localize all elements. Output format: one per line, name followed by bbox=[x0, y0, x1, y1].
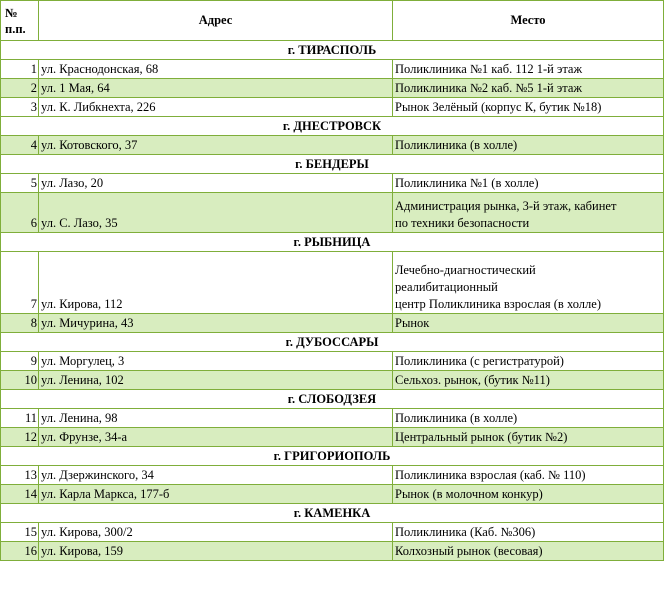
row-place-line: Поликлиника (в холле) bbox=[395, 138, 518, 152]
row-address: ул. Дзержинского, 34 bbox=[39, 466, 393, 485]
row-place-line: Рынок Зелёный (корпус К, бутик №18) bbox=[395, 100, 602, 114]
city-header-row bbox=[1, 447, 664, 466]
row-place-line: Поликлиника №2 каб. №5 1-й этаж bbox=[395, 81, 583, 95]
header-address: Адрес bbox=[39, 1, 393, 41]
table-header-row bbox=[1, 1, 664, 41]
row-number: 13 bbox=[1, 466, 39, 485]
row-place-line: Сельхоз. рынок, (бутик №11) bbox=[395, 373, 550, 387]
row-place bbox=[393, 428, 664, 447]
city-name: г. СЛОБОДЗЕЯ bbox=[1, 390, 664, 409]
table-row bbox=[1, 136, 664, 155]
row-place bbox=[393, 409, 664, 428]
row-place bbox=[393, 314, 664, 333]
row-place bbox=[393, 174, 664, 193]
row-place bbox=[393, 542, 664, 561]
row-address: ул. К. Либкнехта, 226 bbox=[39, 98, 393, 117]
row-address: ул. Мичурина, 43 bbox=[39, 314, 393, 333]
row-place bbox=[393, 252, 664, 314]
city-name: г. КАМЕНКА bbox=[1, 504, 664, 523]
row-place-line: Поликлиника №1 каб. 112 1-й этаж bbox=[395, 62, 583, 76]
row-number: 16 bbox=[1, 542, 39, 561]
row-place-line: Центральный рынок (бутик №2) bbox=[395, 430, 568, 444]
row-number: 6 bbox=[1, 193, 39, 233]
row-place-line: Поликлиника взрослая (каб. № 110) bbox=[395, 468, 586, 482]
row-address: ул. Ленина, 102 bbox=[39, 371, 393, 390]
table-row bbox=[1, 523, 664, 542]
table-row bbox=[1, 371, 664, 390]
city-header-row bbox=[1, 333, 664, 352]
row-number: 9 bbox=[1, 352, 39, 371]
row-number: 15 bbox=[1, 523, 39, 542]
row-address: ул. Карла Маркса, 177-б bbox=[39, 485, 393, 504]
city-name: г. ДНЕСТРОВСК bbox=[1, 117, 664, 136]
row-place bbox=[393, 60, 664, 79]
row-number: 11 bbox=[1, 409, 39, 428]
row-place bbox=[393, 352, 664, 371]
row-place bbox=[393, 136, 664, 155]
row-address: ул. С. Лазо, 35 bbox=[39, 193, 393, 233]
row-number: 12 bbox=[1, 428, 39, 447]
row-address: ул. Котовского, 37 bbox=[39, 136, 393, 155]
city-header-row bbox=[1, 155, 664, 174]
header-number-line2: п.п. bbox=[5, 21, 26, 36]
row-place bbox=[393, 371, 664, 390]
city-header-row bbox=[1, 41, 664, 60]
table-row bbox=[1, 193, 664, 233]
row-address: ул. Лазо, 20 bbox=[39, 174, 393, 193]
row-number: 8 bbox=[1, 314, 39, 333]
row-place-line: Поликлиника (в холле) bbox=[395, 411, 518, 425]
city-header-row bbox=[1, 390, 664, 409]
row-place-line: Рынок bbox=[395, 316, 430, 330]
row-address: ул. 1 Мая, 64 bbox=[39, 79, 393, 98]
city-name: г. ГРИГОРИОПОЛЬ bbox=[1, 447, 664, 466]
row-place bbox=[393, 523, 664, 542]
row-number: 4 bbox=[1, 136, 39, 155]
row-address: ул. Кирова, 112 bbox=[39, 252, 393, 314]
row-place-line: по техники безопасности bbox=[395, 216, 530, 230]
row-place bbox=[393, 466, 664, 485]
row-address: ул. Кирова, 159 bbox=[39, 542, 393, 561]
row-place-line: реалибитационный bbox=[395, 280, 498, 294]
row-number: 1 bbox=[1, 60, 39, 79]
row-address: ул. Моргулец, 3 bbox=[39, 352, 393, 371]
header-number-line1: № bbox=[5, 5, 18, 20]
table-row bbox=[1, 79, 664, 98]
row-place bbox=[393, 193, 664, 233]
row-address: ул. Краснодонская, 68 bbox=[39, 60, 393, 79]
header-place: Место bbox=[393, 1, 664, 41]
table-body bbox=[1, 41, 664, 561]
header-number bbox=[1, 1, 39, 41]
row-address: ул. Кирова, 300/2 bbox=[39, 523, 393, 542]
row-number: 7 bbox=[1, 252, 39, 314]
row-place-line: Рынок (в молочном конкур) bbox=[395, 487, 543, 501]
city-header-row bbox=[1, 117, 664, 136]
row-address: ул. Ленина, 98 bbox=[39, 409, 393, 428]
city-header-row bbox=[1, 233, 664, 252]
table-row bbox=[1, 466, 664, 485]
row-place-line: Лечебно-диагностический bbox=[395, 263, 536, 277]
table-row bbox=[1, 409, 664, 428]
table-row bbox=[1, 252, 664, 314]
row-place-line: Колхозный рынок (весовая) bbox=[395, 544, 543, 558]
row-number: 10 bbox=[1, 371, 39, 390]
table-row bbox=[1, 428, 664, 447]
city-name: г. ТИРАСПОЛЬ bbox=[1, 41, 664, 60]
city-header-row bbox=[1, 504, 664, 523]
row-place bbox=[393, 98, 664, 117]
row-place-line: Поликлиника №1 (в холле) bbox=[395, 176, 539, 190]
city-name: г. ДУБОССАРЫ bbox=[1, 333, 664, 352]
table-row bbox=[1, 314, 664, 333]
row-place bbox=[393, 79, 664, 98]
row-number: 2 bbox=[1, 79, 39, 98]
row-place-line: центр Поликлиника взрослая (в холле) bbox=[395, 297, 601, 311]
row-place bbox=[393, 485, 664, 504]
row-place-line: Администрация рынка, 3-й этаж, кабинет bbox=[395, 199, 617, 213]
row-place-line: Поликлиника (с регистратурой) bbox=[395, 354, 564, 368]
table-row bbox=[1, 352, 664, 371]
row-number: 3 bbox=[1, 98, 39, 117]
table-row bbox=[1, 98, 664, 117]
row-number: 14 bbox=[1, 485, 39, 504]
table-row bbox=[1, 485, 664, 504]
city-name: г. РЫБНИЦА bbox=[1, 233, 664, 252]
row-address: ул. Фрунзе, 34-а bbox=[39, 428, 393, 447]
table-row bbox=[1, 60, 664, 79]
row-number: 5 bbox=[1, 174, 39, 193]
city-name: г. БЕНДЕРЫ bbox=[1, 155, 664, 174]
row-place-line: Поликлиника (Каб. №306) bbox=[395, 525, 536, 539]
table-row bbox=[1, 542, 664, 561]
table-row bbox=[1, 174, 664, 193]
